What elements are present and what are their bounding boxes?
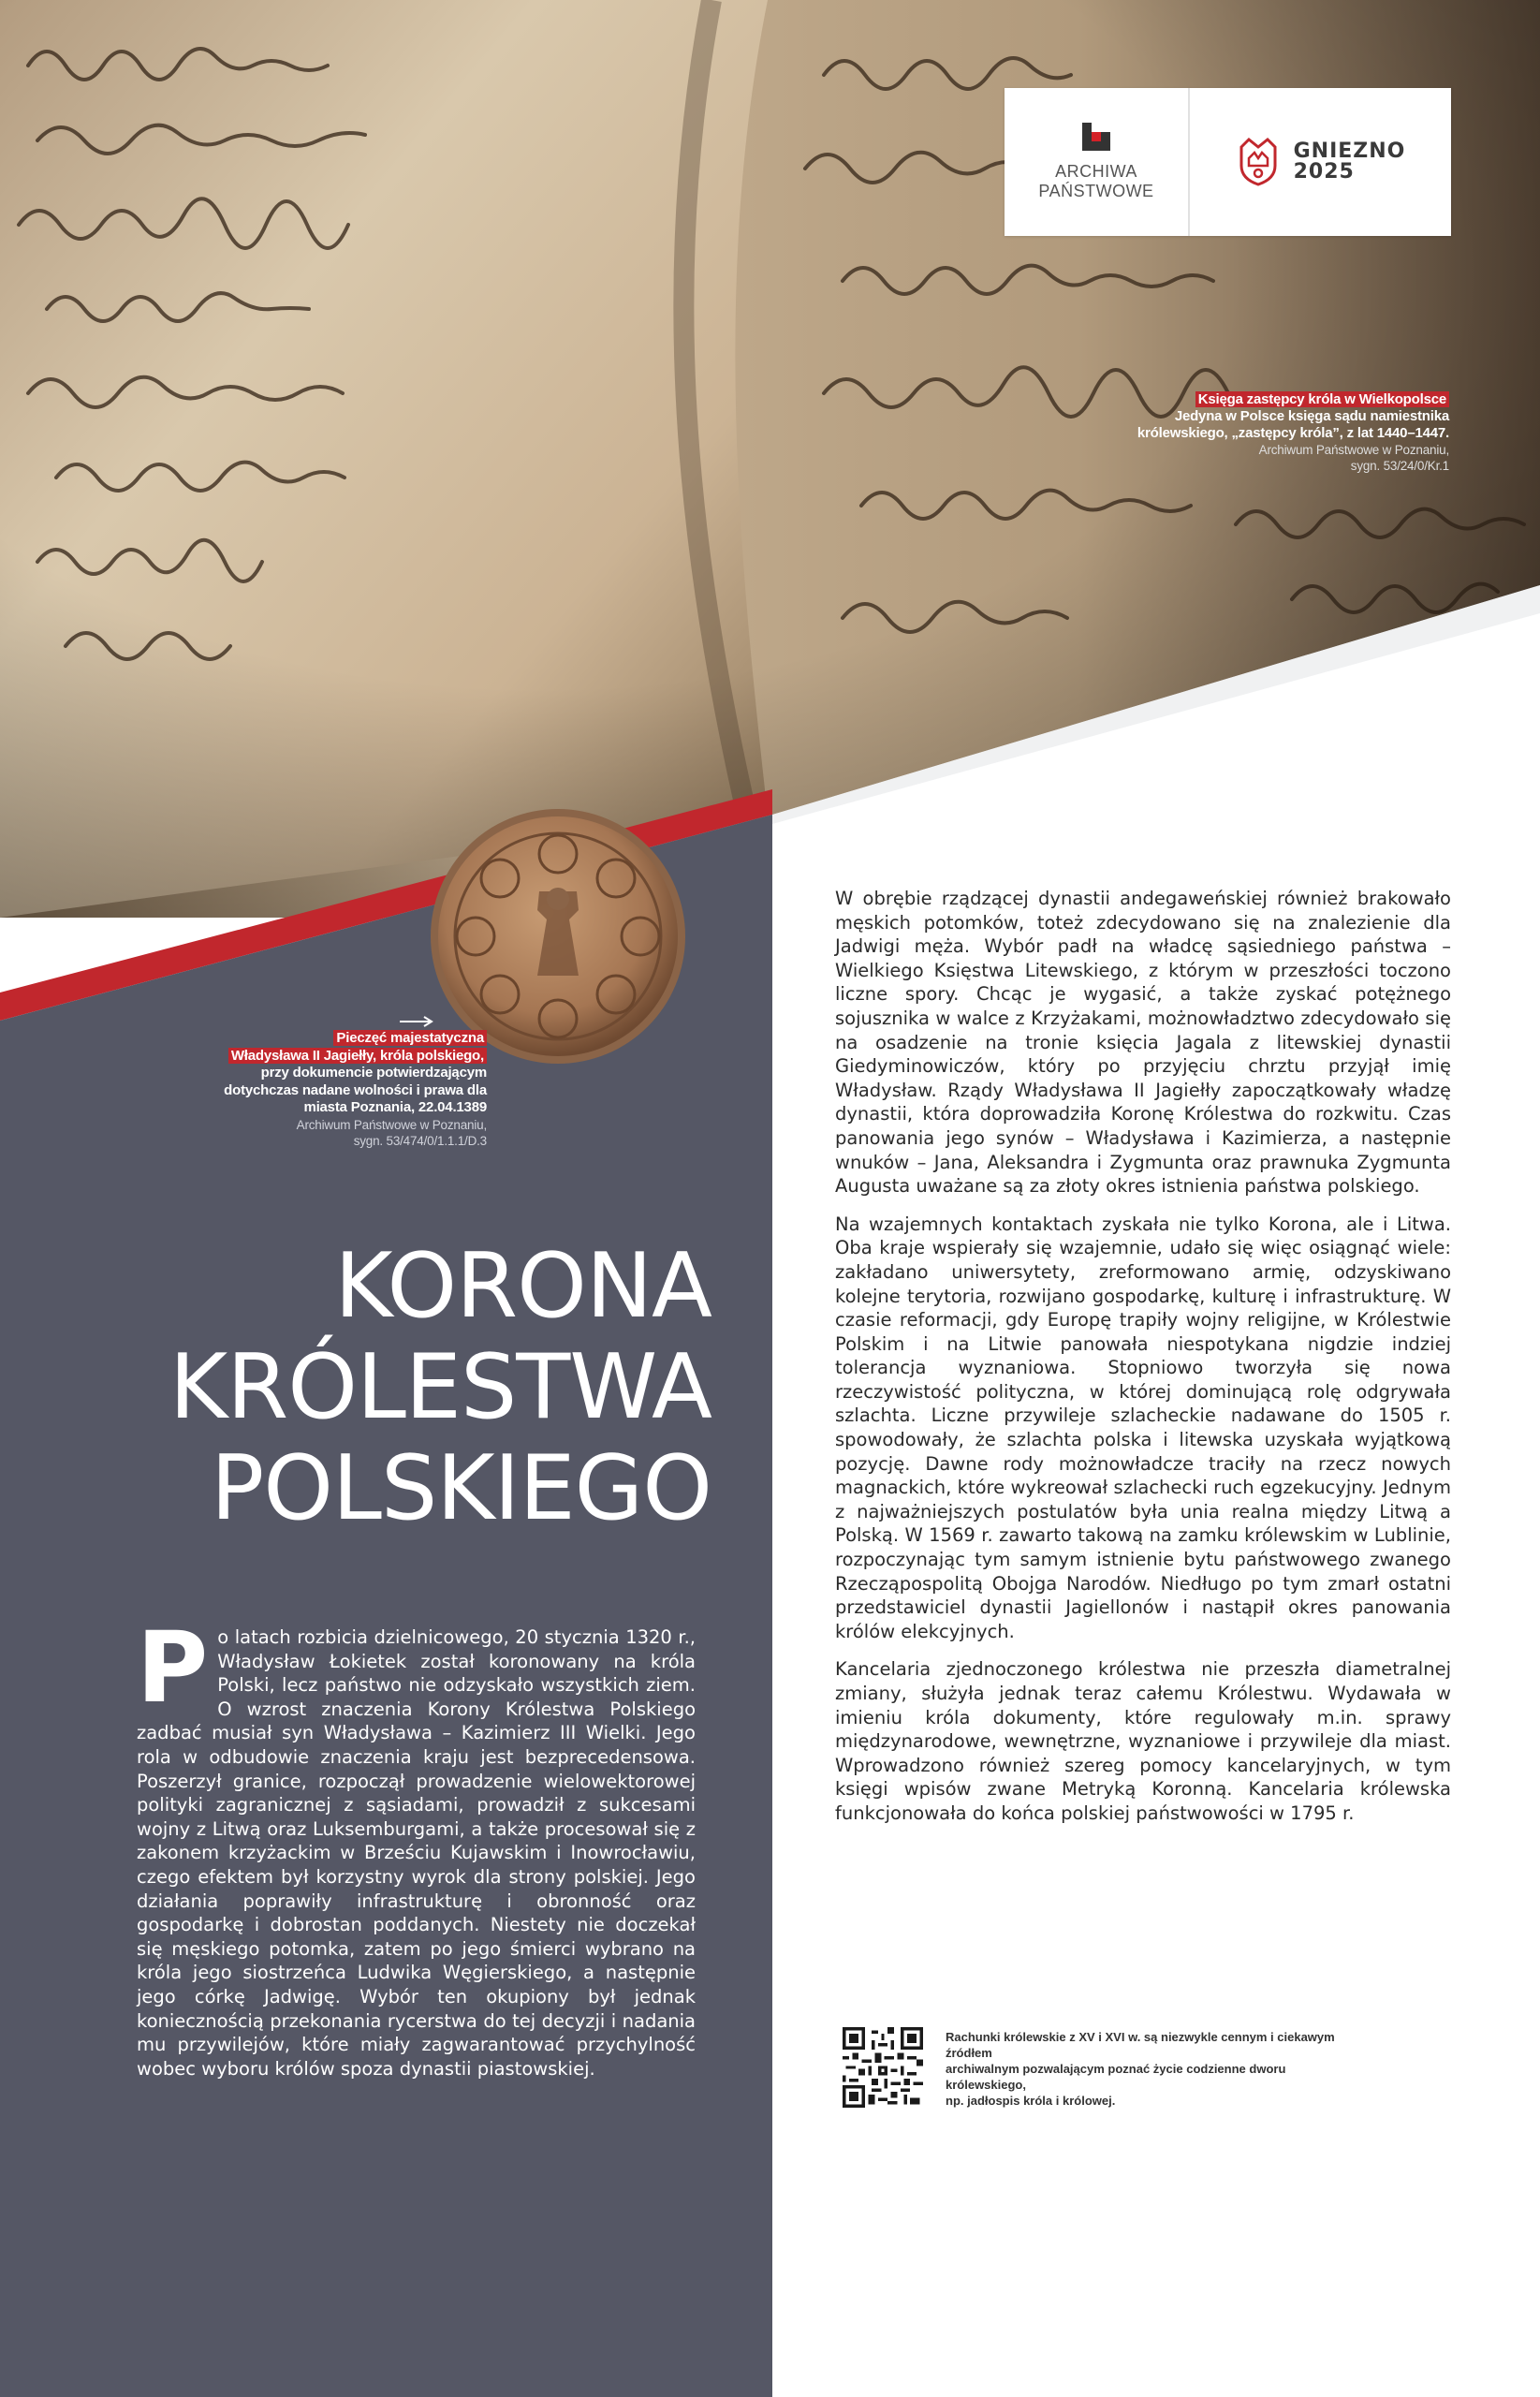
archiwa-line1: ARCHIWA [1055,162,1137,181]
seal-caption-title-1: Pieczęć majestatyczna [333,1030,487,1046]
royal-seal-image [429,807,687,1066]
qr-note-line2: archiwalnym pozwalającym poznać życie codzienne dworu królewskiego, [946,2062,1286,2092]
gniezno-line2: 2025 [1293,160,1355,184]
gniezno-text [1294,141,1406,183]
book-caption-desc-2: królewskiego, „zastępcy króla”, z lat 1440–1447. [1137,425,1449,441]
archiwa-logo-text [1038,162,1153,201]
archiwa-line2: PAŃSTWOWE [1038,182,1154,200]
gniezno-crest-icon [1236,138,1281,186]
seal-caption-title-2: Władysława II Jagiełły, króla polskiego, [228,1048,487,1064]
seal-caption-source-1: Archiwum Państwowe w Poznaniu, [296,1117,487,1132]
seal-caption-source-2: sygn. 53/474/0/1.1.1/D.3 [353,1133,487,1148]
qr-note [946,2029,1357,2109]
book-caption-source-1: Archiwum Państwowe w Poznaniu, [1258,443,1449,457]
logos-box [1005,88,1451,236]
gniezno-line1: GNIEZNO [1293,140,1406,163]
arrow-right-icon [400,1015,435,1028]
intro-text [137,1610,696,2081]
book-caption-title: Księga zastępcy króla w Wielkopolsce [1195,391,1449,407]
qr-note-line3: np. jadłospis króla i królowej. [946,2094,1116,2108]
title-line2: KRÓLESTWA [169,1336,711,1439]
main-paragraph-1: W obrębie rządzącej dynastii andegaweńskiej również brakowało męskich potomków, toteż zdecydowano się na znalezienie dla Jadwigi męża. Wybór padł na władcę sąsiedniego państwa – Wielkiego Księstwa Litewskiego, z którym w przeszłości toczono liczne spory. Chcąc je wygasić, a także zyskać potężnego sojusznika w walce z Krzyżakami, możnowładztwo zdecydowało się na osadzenie na tronie księcia Jagala z litewskiej dynastii Giedyminowiczów, który po przyjęciu chrztu przyjął imię Władysław. Rządy Władysława II Jagiełły zapoczątkowały władzę dynastii, która doprowadziła Koronę Królestwa do rozkwitu. Czas panowania jego synów – Władysława i Kazimierza, a następnie wnuków – Jana, Aleksandra i Zygmunta oraz prawnuka Zygmunta Augusta uważane są za złoty okres istnienia państwa polskiego. [835,888,1451,1198]
dropcap: P [137,1610,209,1725]
main-paragraph-3: Kancelaria zjednoczonego królestwa nie przeszła diametralnej zmiany, służyła jednak teraz całemu Królestwu. Wydawała w imieniu króla dokumenty, które regulowały m.in. sprawy międzynarodowe, wewnętrzne, wyznaniowe i przywileje dla miast. Wprowadzono również szereg pomocy kancelaryjnych, w tym księgi wpisów zwane Metryką Koronną. Kancelaria królewska funkcjonowała do końca polskiej państwowości w 1795 r. [835,1658,1451,1824]
page-title [56,1236,711,1539]
main-paragraph-2: Na wzajemnych kontaktach zyskała nie tylko Korona, ale i Litwa. Oba kraje wspierały się wzajemnie, udało się więc osiągnąć wiele: zakładano uniwersytety, zreformowano armię, odzyskiwano kolejne terytoria, rozwijano gospodarkę, kulturę i infrastrukturę. W czasie reformacji, gdy Europę trapiły wojny religijne, w Królestwie Polskim i na Litwie panowała niespotykana nigdzie indziej tolerancja wyznaniowa. Stopniowo tworzyła się nowa rzeczywistość polityczna, w której dominującą rolę odgrywała szlachta. Liczne przywileje szlacheckie nadawane do 1505 r. spowodowały, że szlachta polska i litewska uzyskała wyjątkową pozycję. Dawne rody możnowładcze traciły na rzecz nowych magnackich, które wykreował szlachecki ruch egzekucyjny. Jednym z najważniejszych postulatów była unia realna między Litwą a Polską. W 1569 r. zawarto takową na zamku królewskim w Lublinie, rozpoczynając tym samym istnienie bytu państwowego zwanego Rzecząpospolitą Obojga Narodów. Niedługo po tym zmarł ostatni przedstawiciel dynastii Jagiellonów i nastąpił okres panowania królów elekcyjnych. [835,1213,1451,1642]
seal-caption-desc-1: przy dokumencie potwierdzającym [260,1065,487,1081]
seal-caption-desc-2: dotychczas nadane wolności i prawa dla [224,1081,487,1098]
seal-caption-desc-3: miasta Poznania, 22.04.1389 [303,1099,487,1115]
book-caption-source-2: sygn. 53/24/0/Kr.1 [1350,459,1449,473]
intro-paragraph: o latach rozbicia dzielnicowego, 20 stycznia 1320 r., Władysław Łokietek został koronowany na króla Polski, lecz państwo nie odzyskało wszystkich ziem. O wzrost znaczenia Korony Królestwa Polskiego zadbać musiał syn Władysława – Kazimierz III Wielki. Jego rola w odbudowie znaczenia kraju jest bezprecedensowa. Poszerzył granice, rozpoczął prowadzenie wielowektorowej polityki zagranicznej z sąsiadami, prowadził z sukcesami wojny z Litwą oraz Luksemburgami, a także procesował się z zakonem krzyżackim w Brześciu Kujawskim i Inowrocławiu, czego efektem był korzystny wyrok dla strony polskiej. Jego działania poprawiły infrastrukturę i obronność oraz gospodarkę i dobrostan poddanych. Niestety nie doczekał się męskiego potomka, zatem po jego śmierci wybrano na króla jego siostrzeńca Ludwika Węgierskiego, a następnie jego córkę Jadwigę. Wybór ten okupiony był jednak koniecznością przekonania rycerstwa do tej decyzji i nadania mu przywilejów, które miały zagwarantować przychylność wobec wyboru królów spoza dynastii piastowskiej. [137,1626,696,2080]
title-line1: KORONA [334,1235,711,1338]
qr-note-line1: Rachunki królewskie z XV i XVI w. są niezwykle cennym i ciekawym źródłem [946,2030,1335,2060]
qr-code-icon[interactable] [843,2027,923,2108]
book-caption [1137,391,1449,474]
archiwa-mark-icon [1082,123,1110,151]
title-line3: POLSKIEGO [210,1437,711,1540]
main-text [835,887,1451,1840]
archiwa-panstwowe-logo [1005,88,1190,236]
gniezno-2025-logo [1190,88,1451,236]
seal-caption [224,1030,487,1149]
book-caption-desc-1: Jedyna w Polsce księga sądu namiestnika [1174,408,1449,424]
